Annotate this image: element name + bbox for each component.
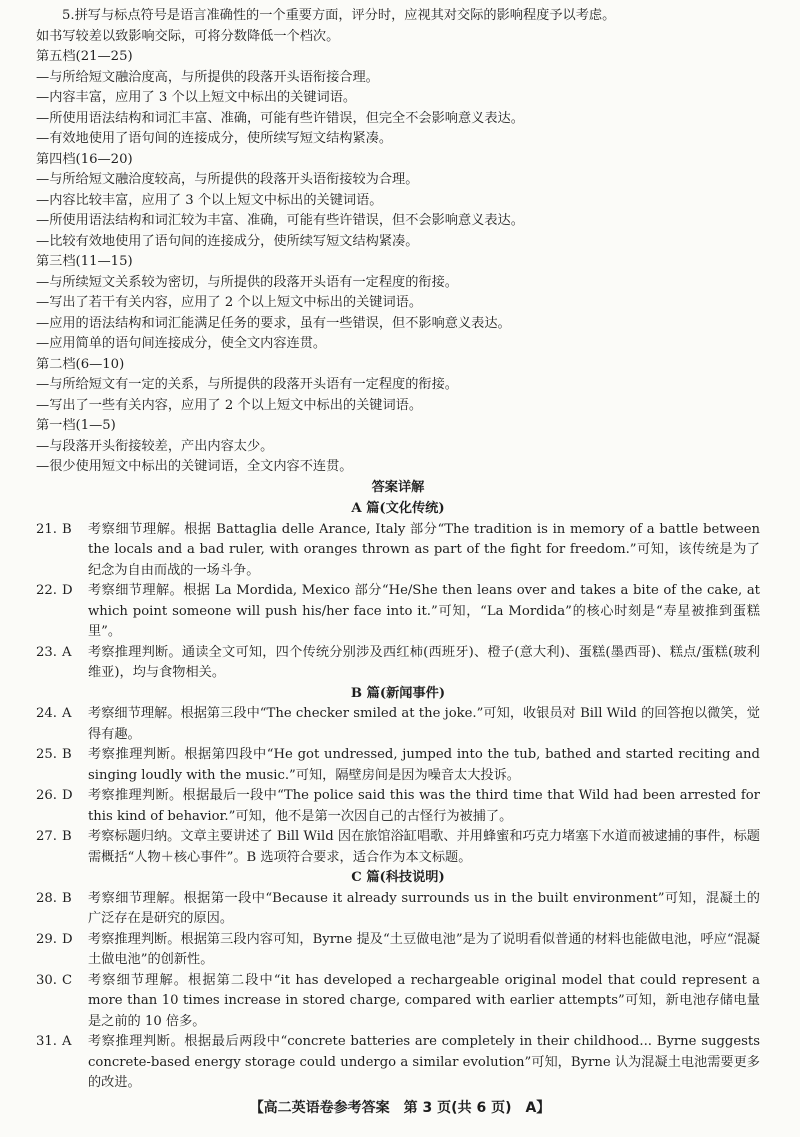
answer-letter: A [62,644,72,660]
answer-item [36,643,760,684]
criteria-line: —很少使用短文中标出的关键词语，全文内容不连贯。 [36,459,353,474]
section-title: C 篇(科技说明) [351,870,445,885]
criteria-line: —应用简单的语句间连接成分，使全文内容连贯。 [36,336,327,351]
answer-explanations [36,499,760,1094]
criteria-line: —有效地使用了语句间的连接成分，使所续写短文结构紧凑。 [36,131,393,146]
criteria-line: —比较有效地使用了语句间的连接成分，使所续写短文结构紧凑。 [36,233,419,249]
criteria-line: 5.拼写与标点符号是语言准确性的一个重要方面，评分时，应视其对交际的影响程度予以考虑。 [62,8,616,23]
criteria-line: —应用的语法结构和词汇能满足任务的要求，虽有一些错误，但不影响意义表达。 [36,315,511,331]
answer-item [36,971,760,1033]
answer-letter: B [62,890,72,906]
answer-item [36,930,760,971]
answer-explanation: 考察推理判断。根据第四段中“He got undressed, jumped into the tub, bathed and started reciting and singing loudly with the music.”可知，隔壁房间是因为噪音太大投诉。 [88,747,760,783]
answer-explanation: 考察推理判断。通读全文可知，四个传统分别涉及西红柿(西班牙)、橙子(意大利)、蛋糕(墨西哥)、糕点/蛋糕(玻利维亚)，均与食物相关。 [88,644,760,680]
criteria-line: —写出了一些有关内容，应用了 2 个以上短文中标出的关键词语。 [36,397,423,413]
answer-explanation: 考察推理判断。根据最后一段中“The police said this was the third time that Wild had been arrested for this kind of behavior.”可知，他不是第一次因自己的古怪行为被捕了。 [88,788,760,824]
answer-letter: D [62,788,73,803]
criteria-line: —写出了若干有关内容，应用了 2 个以上短文中标出的关键词语。 [36,295,423,310]
answer-item [36,889,760,930]
criteria-line: 第四档(16—20) [36,151,133,167]
answer-letter: D [62,931,73,947]
answer-explanation-title: 答案详解 [371,479,425,495]
answer-item [36,745,760,786]
answer-item [36,704,760,745]
answer-letter: A [62,1034,72,1049]
answer-letter: B [62,521,72,537]
criteria-line: 第一档(1—5) [36,418,116,433]
section-title: A 篇(文化传统) [351,501,445,516]
question-number: 25. [36,747,57,762]
answer-letter: B [62,829,72,844]
answer-explanation: 考察细节理解。根据第三段中“The checker smiled at the joke.”可知，收银员对 Bill Wild 的回答抱以微笑，觉得有趣。 [88,706,760,742]
question-number: 30. [36,972,57,988]
page-footer: 【高二英语卷参考答案 第 3 页(共 6 页) A】 [249,1100,551,1116]
criteria-line: —内容丰富，应用了 3 个以上短文中标出的关键词语。 [36,90,357,105]
answer-item [36,581,760,643]
question-number: 31. [36,1034,57,1049]
question-number: 21. [36,521,57,537]
section-title: B 篇(新闻事件) [350,685,446,701]
answer-item [36,520,760,582]
answer-item [36,1032,760,1094]
question-number: 22. [36,583,57,598]
answer-explanation: 考察推理判断。根据最后两段中“concrete batteries are completely in their childhood... Byrne suggests concrete-based energy storage could undergo a similar evolution”可知，Byrne 认为混凝土电池需要更多的改进。 [88,1034,760,1090]
criteria-line: —与所给短文融洽度高，与所提供的段落开头语衔接合理。 [36,69,379,85]
criteria-line: 如书写较差以致影响交际，可将分数降低一个档次。 [36,28,340,44]
answer-explanation: 考察细节理解。根据 La Mordida, Mexico 部分“He/She then leans over and takes a bite of the cake, at which point someone will push his/her face into it.”可知，“La Mordida”的核心时刻是“寿星被推到蛋糕里”。 [88,583,760,639]
answer-explanation: 考察细节理解。根据第一段中“Because it already surrounds us in the built environment”可知，混凝土的广泛存在是研究的原因。 [88,890,760,926]
question-number: 24. [36,706,57,721]
scoring-criteria [36,6,760,478]
answer-letter: B [62,747,72,762]
criteria-line: —所使用语法结构和词汇丰富、准确，可能有些许错误，但完全不会影响意义表达。 [36,110,524,126]
answer-letter: A [62,706,72,721]
question-number: 29. [36,931,57,947]
criteria-line: —与所续短文关系较为密切，与所提供的段落开头语有一定程度的衔接。 [36,274,458,290]
answer-explanation: 考察细节理解。根据 Battaglia delle Arance, Italy 部分“The tradition is in memory of a battle between the locals and a bad ruler, with oranges thrown as part of the fight for freedom.”可知，该传统是为了纪念为自由而战的一场斗争。 [88,521,760,578]
question-number: 26. [36,788,57,803]
criteria-line: 第二档(6—10) [36,356,125,372]
question-number: 27. [36,829,57,844]
answer-letter: C [62,972,73,988]
criteria-line: —与所给短文融洽度较高，与所提供的段落开头语衔接较为合理。 [36,172,419,187]
question-number: 28. [36,890,57,906]
answer-letter: D [62,583,73,598]
criteria-line: 第五档(21—25) [36,49,133,64]
criteria-line: —与所给短文有一定的关系，与所提供的段落开头语有一定程度的衔接。 [36,377,458,392]
criteria-line: —与段落开头衔接较差，产出内容太少。 [36,438,274,454]
answer-item [36,786,760,827]
question-number: 23. [36,644,57,660]
answer-explanation: 考察推理判断。根据第三段内容可知，Byrne 提及“土豆做电池”是为了说明看似普通的材料也能做电池，呼应“混凝土做电池”的创新性。 [88,931,760,967]
criteria-line: 第三档(11—15) [36,254,133,269]
criteria-line: —所使用语法结构和词汇较为丰富、准确，可能有些许错误，但不会影响意义表达。 [36,213,524,228]
criteria-line: —内容比较丰富，应用了 3 个以上短文中标出的关键词语。 [36,192,383,208]
answer-explanation: 考察标题归纳。文章主要讲述了 Bill Wild 因在旅馆浴缸唱歌、并用蜂蜜和巧克力堵塞下水道而被逮捕的事件，标题需概括“人物＋核心事件”。B 选项符合要求，适合作为本文标题。 [88,829,760,865]
answer-item [36,827,760,868]
answer-explanation: 考察细节理解。根据第二段中“it has developed a rechargeable original model that could represent a more than 10 times increase in stored charge, compared with earlier attempts”可知，新电池存储电量是之前的 10 倍多。 [88,972,760,1029]
